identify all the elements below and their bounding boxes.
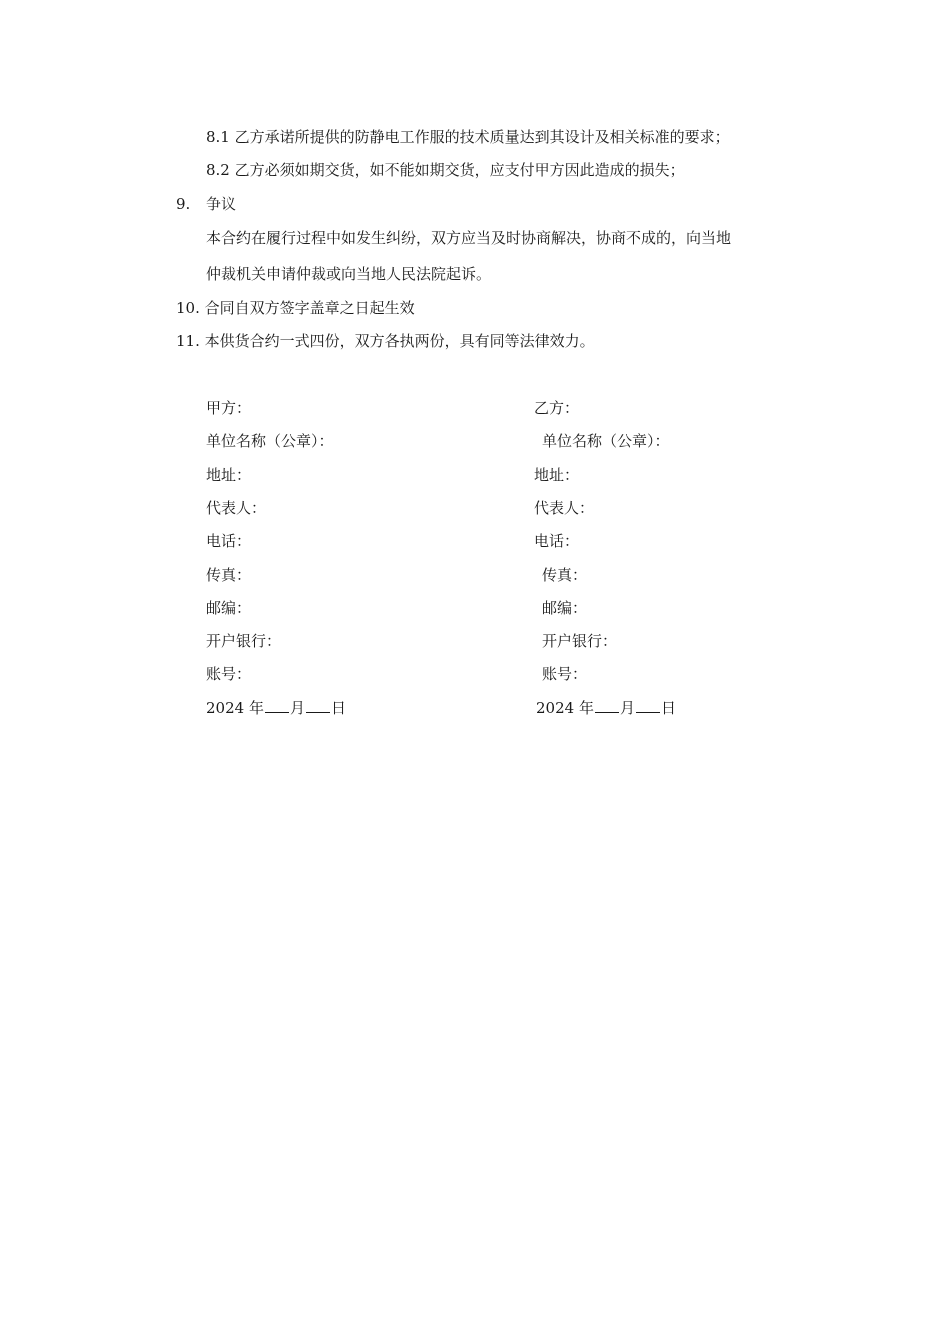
party-b-date [536,698,676,718]
clause-9-body-line-2: 仲裁机关申请仲裁或向当地人民法院起诉。 [206,265,492,283]
party-b-month-blank [595,698,619,713]
party-a-date-month: 月 [289,699,305,717]
party-a-month-blank [265,698,289,713]
party-b-address-label: 地址： [534,466,580,484]
party-b-fax-label: 传真： [542,566,588,584]
party-b-representative-label: 代表人： [534,499,595,517]
party-a-company-label: 单位名称（公章）： [206,432,334,450]
party-a-date-year: 2024 年 [206,699,264,717]
party-a-date [206,698,346,718]
party-a-date-day: 日 [330,699,346,717]
party-b-date-year: 2024 年 [536,699,594,717]
party-b-postcode-label: 邮编： [542,599,588,617]
party-b-date-day: 日 [660,699,676,717]
party-a-postcode-label: 邮编： [206,599,252,617]
party-b-phone-label: 电话： [534,532,580,550]
clause-10: 10. 合同自双方签字盖章之日起生效 [176,299,415,317]
party-b-bank-label: 开户银行： [542,632,618,650]
party-a-phone-label: 电话： [206,532,252,550]
party-b-day-blank [636,698,660,713]
party-b-date-month: 月 [619,699,635,717]
party-a-bank-label: 开户银行： [206,632,282,650]
party-a-account-label: 账号： [206,665,252,683]
party-a-address-label: 地址： [206,466,252,484]
clause-11: 11. 本供货合约一式四份，双方各执两份，具有同等法律效力。 [176,332,595,350]
clause-9-title: 争议 [206,195,237,213]
clause-9-number: 9. [176,195,191,213]
clause-8-1: 8.1 乙方承诺所提供的防静电工作服的技术质量达到其设计及相关标准的要求； [206,128,730,146]
clause-9-body-line-1: 本合约在履行过程中如发生纠纷，双方应当及时协商解决，协商不成的，向当地 [206,229,732,247]
party-a-day-blank [306,698,330,713]
party-a-fax-label: 传真： [206,566,252,584]
party-b-account-label: 账号： [542,665,588,683]
party-a-title: 甲方： [206,399,252,417]
clause-8-2: 8.2 乙方必须如期交货，如不能如期交货，应支付甲方因此造成的损失； [206,161,685,179]
party-b-company-label: 单位名称（公章）： [542,432,670,450]
party-b-title: 乙方： [534,399,580,417]
party-a-representative-label: 代表人： [206,499,267,517]
